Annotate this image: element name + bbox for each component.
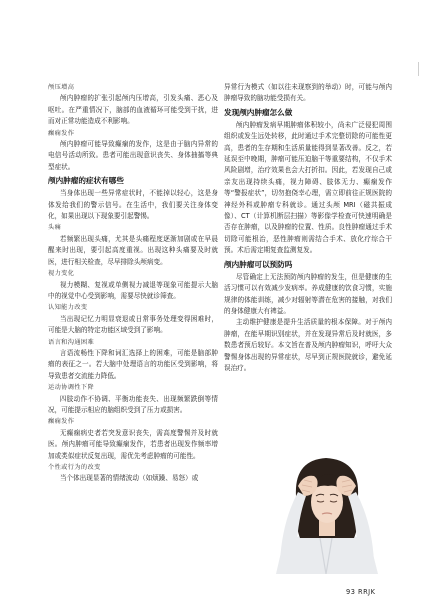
- paragraph: 尽管确定上无法预防颅内肿瘤的发生，但是健康的生活习惯可以有效减少发病率。养成健康的饮食习惯，实施规律的体能训练，减少对辐射等潜在危害的接触，对我们的身体健康大有裨益。: [224, 272, 392, 315]
- subheading-vision: 视力变化: [48, 270, 75, 278]
- paragraph: 颅内肿瘤可能导致癫痫的发作，这是由于脑内异常的电信号活动所致。患者可能出现意识丧失、身体抽搐等典型症状。: [48, 140, 218, 171]
- paragraph: 异常行为模式（如以往未现察到的举动）时，可能与颅内肿瘤导致的脑功能受损有关。: [224, 83, 392, 103]
- paragraph: 视力模糊、复视或单侧视力减退等现象可能提示大脑中的视觉中心受到影响，需要尽快就诊筛查。: [48, 280, 218, 300]
- paragraph: 主动维护健康是提升生活质量的根本保障。对于颅内肿瘤，在能早期识别症状，并在发现异常后及时就医，多数患者预后较好。本文旨在普及颅内肿瘤知识，呼吁大众警惕身体出现的异常症状，尽早到正规医院就诊，避免延误治疗。: [224, 318, 392, 372]
- subheading-intracranial-pressure: 颅压增高: [48, 84, 75, 91]
- paragraph: 无癫痫病史者若突发意识丧失，需高度警惕并及时就医。颅内肿瘤可能导致癫痫发作，若患者出现发作频率增加或类似症状反复出现，需优先考虑肿瘤的可能性。: [48, 428, 218, 460]
- page-number: 93 RRJK: [346, 588, 376, 596]
- paragraph: 四肢动作不协调、平衡功能丧失、出现频繁跌倒等情况，可能提示相应的脑组织受到了压力或损害。: [48, 394, 218, 414]
- subheading-cognition: 认知能力改变: [48, 304, 88, 312]
- subheading-language: 语言和沟通困难: [48, 338, 95, 346]
- right-column: [224, 82, 392, 374]
- subheading-behavior: 个性或行为的改变: [48, 464, 101, 471]
- subheading-epilepsy: 癫痫发作: [48, 129, 75, 137]
- woman-headache-photo: [268, 452, 386, 574]
- top-rule: [418, 62, 419, 76]
- paragraph: 若频繁出现头痛，尤其是头痛程度逐渐加剧或在早晨醒来时出现，要引起高度重视。出现这种头痛要及时就医，进行相关检查，尽早排除头颅病变。: [48, 234, 218, 266]
- subheading-coordination: 运动协调性下降: [48, 384, 95, 392]
- paragraph: 言语流畅性下降和词汇选择上的困难，可能是脑部肿瘤的表征之一。若大脑中处理语言的功能区受到影响，将导致患者交流能力降低。: [48, 348, 218, 380]
- subheading-headache: 头痛: [48, 224, 62, 232]
- subheading-epilepsy-2: 癫痫发作: [48, 418, 75, 426]
- section-heading-symptoms: 颅内肿瘤的症状有哪些: [48, 176, 124, 186]
- section-heading-what-to-do: 发现颅内肿瘤怎么做: [224, 107, 293, 117]
- paragraph: 颅内肿瘤发病早期肿瘤体积较小，尚未广泛侵犯周围组织或发生远处转移，此时通过手术完整切除的可能性更高，患者的生存期和生活质量能得到显著改善。反之，若延误至中晚期，肿瘤可能压迫脑干等重要结构，不仅手术风险剧增，治疗效果也会大打折扣。因此，若发现自己或亲友出现持续头痛，视力障碍、肢体无力、癫痫发作等“警报症状”，切勿抱侥幸心理，需立即前往正规医院的神经外科或肿瘤专科就诊。通过头颅 MRI（磁共振成像）、CT（计算机断层扫描）等影像学检查可快速明确是否存在肿瘤，以及肿瘤的位置、性质。良性肿瘤通过手术切除可能根治，恶性肿瘤则需结合手术、放化疗综合干预。术后需定期复查监测复发。: [224, 120, 392, 255]
- left-column: [48, 82, 218, 485]
- paragraph: 当身体出现一些异常症状时，不能掉以轻心，这是身体发给我们的警示信号。在生活中，我们要关注身体变化，如果出现以下现象要引起警惕。: [48, 189, 218, 221]
- paragraph: 当出现记忆力明显衰退或日常事务处理变得困难时，可能是大脑的特定功能区域受到了影响。: [48, 314, 218, 335]
- paragraph: 当个体出现显著的情绪波动（如烦躁、易怒）或: [59, 474, 199, 483]
- paragraph: 颅内肿瘤的扩张引起颅内压增高，引发头痛、恶心及呕吐。在严重情况下，脑部的血液循环可能受到干扰，进而对正常功能造成不利影响。: [48, 94, 218, 126]
- section-heading-prevention: 颅内肿瘤可以预防吗: [224, 259, 293, 269]
